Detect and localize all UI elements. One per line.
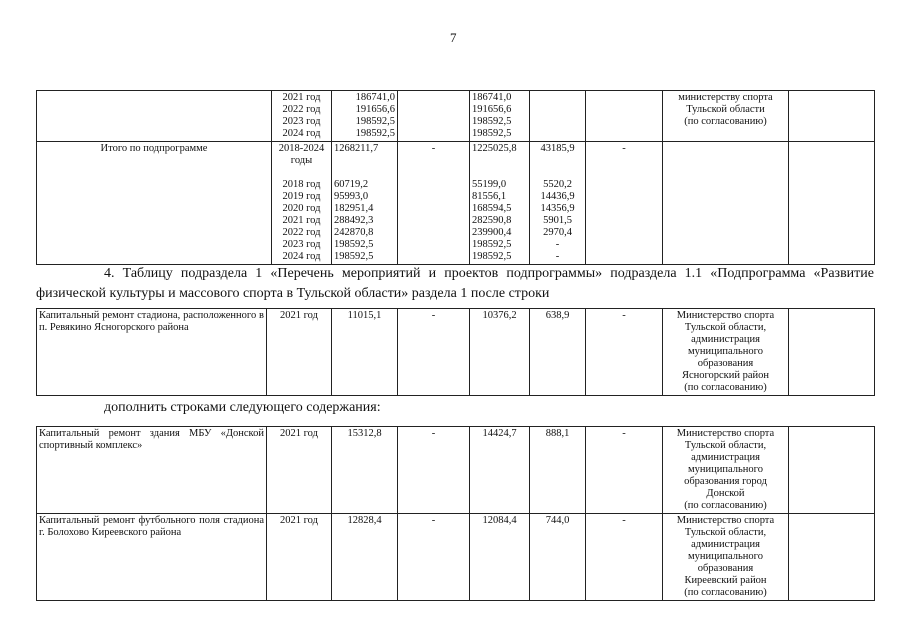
regional-cell: 12084,4 (470, 514, 530, 601)
extra-cell: - (586, 427, 663, 514)
federal-cell (398, 91, 470, 142)
total-cell: 11015,1 (332, 309, 398, 396)
table-row (37, 427, 875, 514)
regional-cell: 186741,0 191656,6 198592,5 198592,5 (470, 91, 530, 142)
extra-cell: - (586, 309, 663, 396)
reference-row-table (36, 308, 875, 396)
extra-cell: - (586, 514, 663, 601)
measure-name: Капитальный ремонт здания МБУ «Донской спортивный комплекс» (37, 427, 267, 514)
measure-name: Капитальный ремонт стадиона, расположенного в п. Ревякино Ясногорского района (37, 309, 267, 396)
extra-cell (586, 91, 663, 142)
table-row (37, 514, 875, 601)
regional-cell: 10376,2 (470, 309, 530, 396)
executor-cell: Министерство спорта Тульской области, администрация муниципального образования Ясногорский район (по согласованию) (663, 309, 789, 396)
regional-cell: 14424,7 (470, 427, 530, 514)
local-cell: 888,1 (530, 427, 586, 514)
table-cell (789, 91, 875, 142)
federal-cell: - (398, 142, 470, 265)
year-cell: 2021 год (267, 514, 332, 601)
executor-cell: Министерство спорта Тульской области, администрация муниципального образования город Донской (по согласованию) (663, 427, 789, 514)
total-cell: 1268211,7 60719,2 95993,0 182951,4 288492,3 242870,8 198592,5 198592,5 (332, 142, 398, 265)
total-cell: 12828,4 (332, 514, 398, 601)
federal-cell: - (398, 309, 470, 396)
extra-cell: - (586, 142, 663, 265)
table-cell (789, 514, 875, 601)
new-rows-table (36, 426, 875, 601)
table-row (37, 309, 875, 396)
table-cell (789, 309, 875, 396)
table-cell (789, 427, 875, 514)
amendment-paragraph: дополнить строками следующего содержания: (104, 400, 381, 415)
amendment-paragraph: 4. Таблицу подраздела 1 «Перечень мероприятий и проектов подпрограммы» подраздела 1.1 «Подпрограмма «Развитие физической культуры и массового спорта в Тульской области» раздела 1 после строки (36, 266, 874, 301)
table-cell (789, 142, 875, 265)
executor-cell: министерству спорта Тульской области (по согласованию) (663, 91, 789, 142)
local-cell: 744,0 (530, 514, 586, 601)
page-number: 7 (450, 30, 457, 45)
measure-name: Капитальный ремонт футбольного поля стадиона г. Болохово Киреевского района (37, 514, 267, 601)
local-cell: 43185,9 5520,2 14436,9 14356,9 5901,5 2970,4 - - (530, 142, 586, 265)
program-totals-table (36, 90, 875, 265)
years-cell: 2021 год 2022 год 2023 год 2024 год (272, 91, 332, 142)
local-cell: 638,9 (530, 309, 586, 396)
years-cell: 2018-2024 годы 2018 год 2019 год 2020 год 2021 год 2022 год 2023 год 2024 год (272, 142, 332, 265)
table-row (37, 91, 875, 142)
federal-cell: - (398, 514, 470, 601)
regional-cell: 1225025,8 55199,0 81556,1 168594,5 282590,8 239900,4 198592,5 198592,5 (470, 142, 530, 265)
table-row (37, 142, 875, 265)
federal-cell: - (398, 427, 470, 514)
year-cell: 2021 год (267, 309, 332, 396)
table-cell (37, 91, 272, 142)
total-cell: 15312,8 (332, 427, 398, 514)
total-cell: 186741,0 191656,6 198592,5 198592,5 (332, 91, 398, 142)
executor-cell (663, 142, 789, 265)
local-cell (530, 91, 586, 142)
row-label: Итого по подпрограмме (37, 142, 272, 265)
executor-cell: Министерство спорта Тульской области, администрация муниципального образования Киреевский район (по согласованию) (663, 514, 789, 601)
year-cell: 2021 год (267, 427, 332, 514)
